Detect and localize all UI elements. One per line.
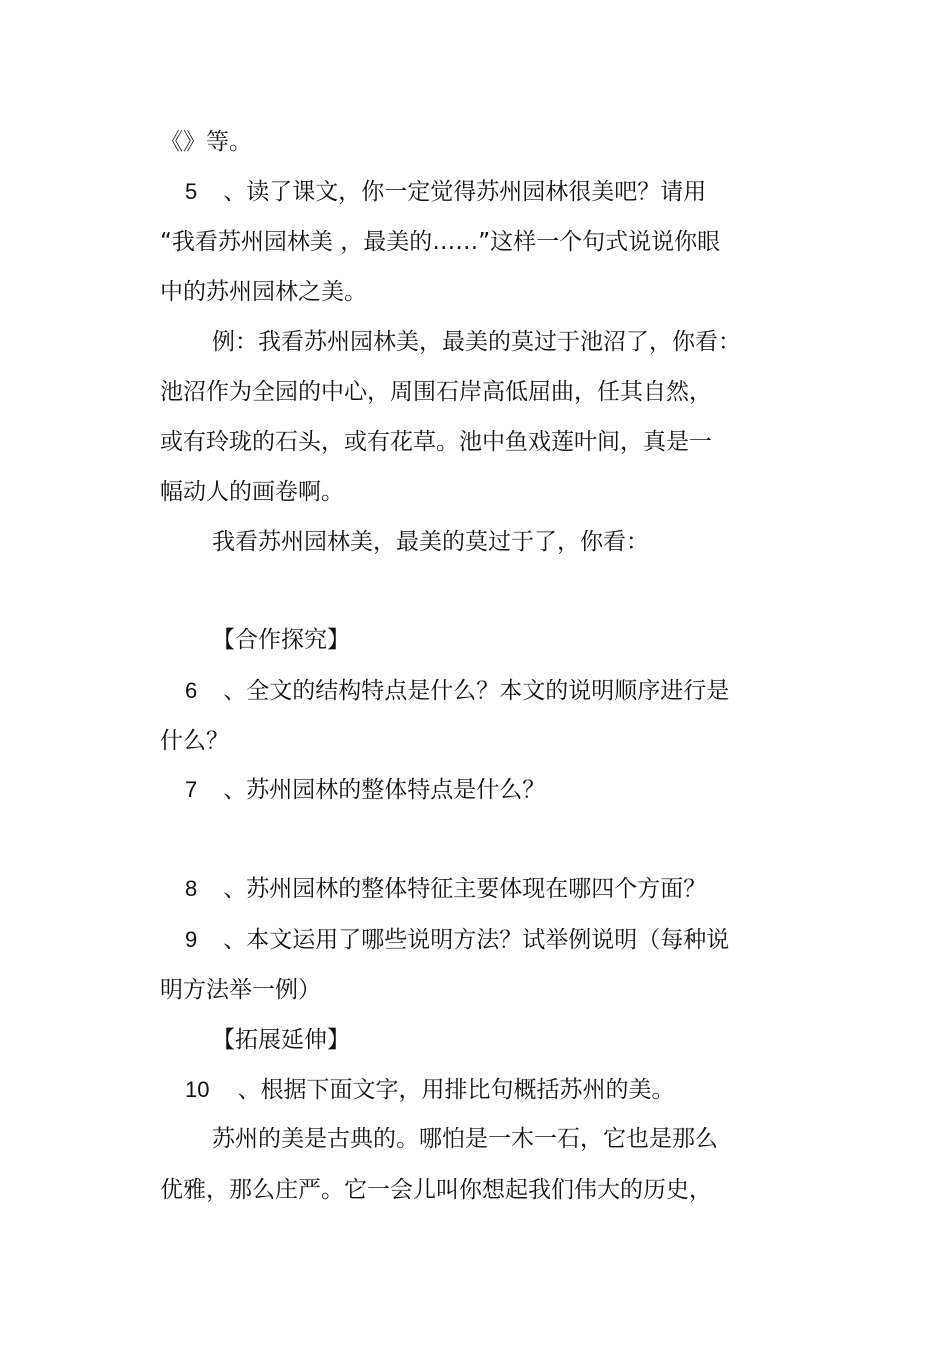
- question-8: [185, 874, 706, 904]
- text-line: [212, 527, 649, 557]
- section-title: 【拓展延伸】: [212, 1027, 350, 1053]
- question-text: 、苏州园林的整体特点是什么？: [223, 777, 546, 803]
- text-line: [160, 227, 720, 257]
- question-number: 6: [185, 678, 198, 703]
- question-10: [185, 1075, 674, 1105]
- line-text: 苏州的美是古典的。哪怕是一木一石，它也是那么: [212, 1126, 718, 1152]
- line-text: 例：我看苏州园林美，最美的莫过于池沼了，你看：: [212, 329, 741, 355]
- question-number: 5: [185, 179, 198, 204]
- text-line: [160, 1175, 712, 1205]
- line-text: 幅动人的画卷啊。: [160, 479, 344, 505]
- text-line: [160, 277, 367, 307]
- line-text: 或有玲珑的石头，或有花草。池中鱼戏莲叶间，真是一: [160, 429, 712, 455]
- line-text: 什么？: [160, 728, 229, 754]
- line-text: “我看苏州园林美 ，最美的……”这样一个句式说说你眼: [160, 229, 721, 255]
- line-text: 我看苏州园林美，最美的莫过于了，你看：: [212, 529, 649, 555]
- question-number: 8: [185, 876, 198, 901]
- question-text: 、读了课文，你一定觉得苏州园林很美吧？请用: [223, 179, 707, 205]
- question-number: 7: [185, 777, 198, 802]
- question-5: [185, 177, 706, 207]
- question-text: 、苏州园林的整体特征主要体现在哪四个方面？: [223, 876, 707, 902]
- text-line: [160, 127, 252, 157]
- question-text: 、全文的结构特点是什么？本文的说明顺序进行是: [223, 678, 730, 704]
- text-line: [160, 377, 712, 407]
- question-number: 9: [185, 927, 198, 952]
- question-number: 10: [185, 1077, 210, 1102]
- section-title: 【合作探究】: [212, 627, 350, 653]
- line-text: 优雅，那么庄严。它一会儿叫你想起我们伟大的历史，: [160, 1177, 712, 1203]
- question-6: [185, 676, 729, 706]
- line-text: 中的苏州园林之美。: [160, 279, 367, 305]
- example-paragraph: [212, 327, 741, 357]
- question-9: [185, 925, 729, 955]
- text-line: [160, 477, 344, 507]
- question-text: 、本文运用了哪些说明方法？试举例说明（每种说: [223, 927, 730, 953]
- line-text: 《》等。: [160, 129, 252, 155]
- line-text: 池沼作为全园的中心，周围石岸高低屈曲，任其自然，: [160, 379, 712, 405]
- line-text: 明方法举一例）: [160, 977, 321, 1003]
- text-line: [160, 427, 712, 457]
- text-line: [160, 975, 321, 1005]
- question-text: 、根据下面文字，用排比句概括苏州的美。: [237, 1077, 675, 1103]
- section-heading: [212, 625, 350, 655]
- section-heading: [212, 1025, 350, 1055]
- text-line: [160, 726, 229, 756]
- passage-paragraph: [212, 1124, 718, 1154]
- question-7: [185, 775, 545, 805]
